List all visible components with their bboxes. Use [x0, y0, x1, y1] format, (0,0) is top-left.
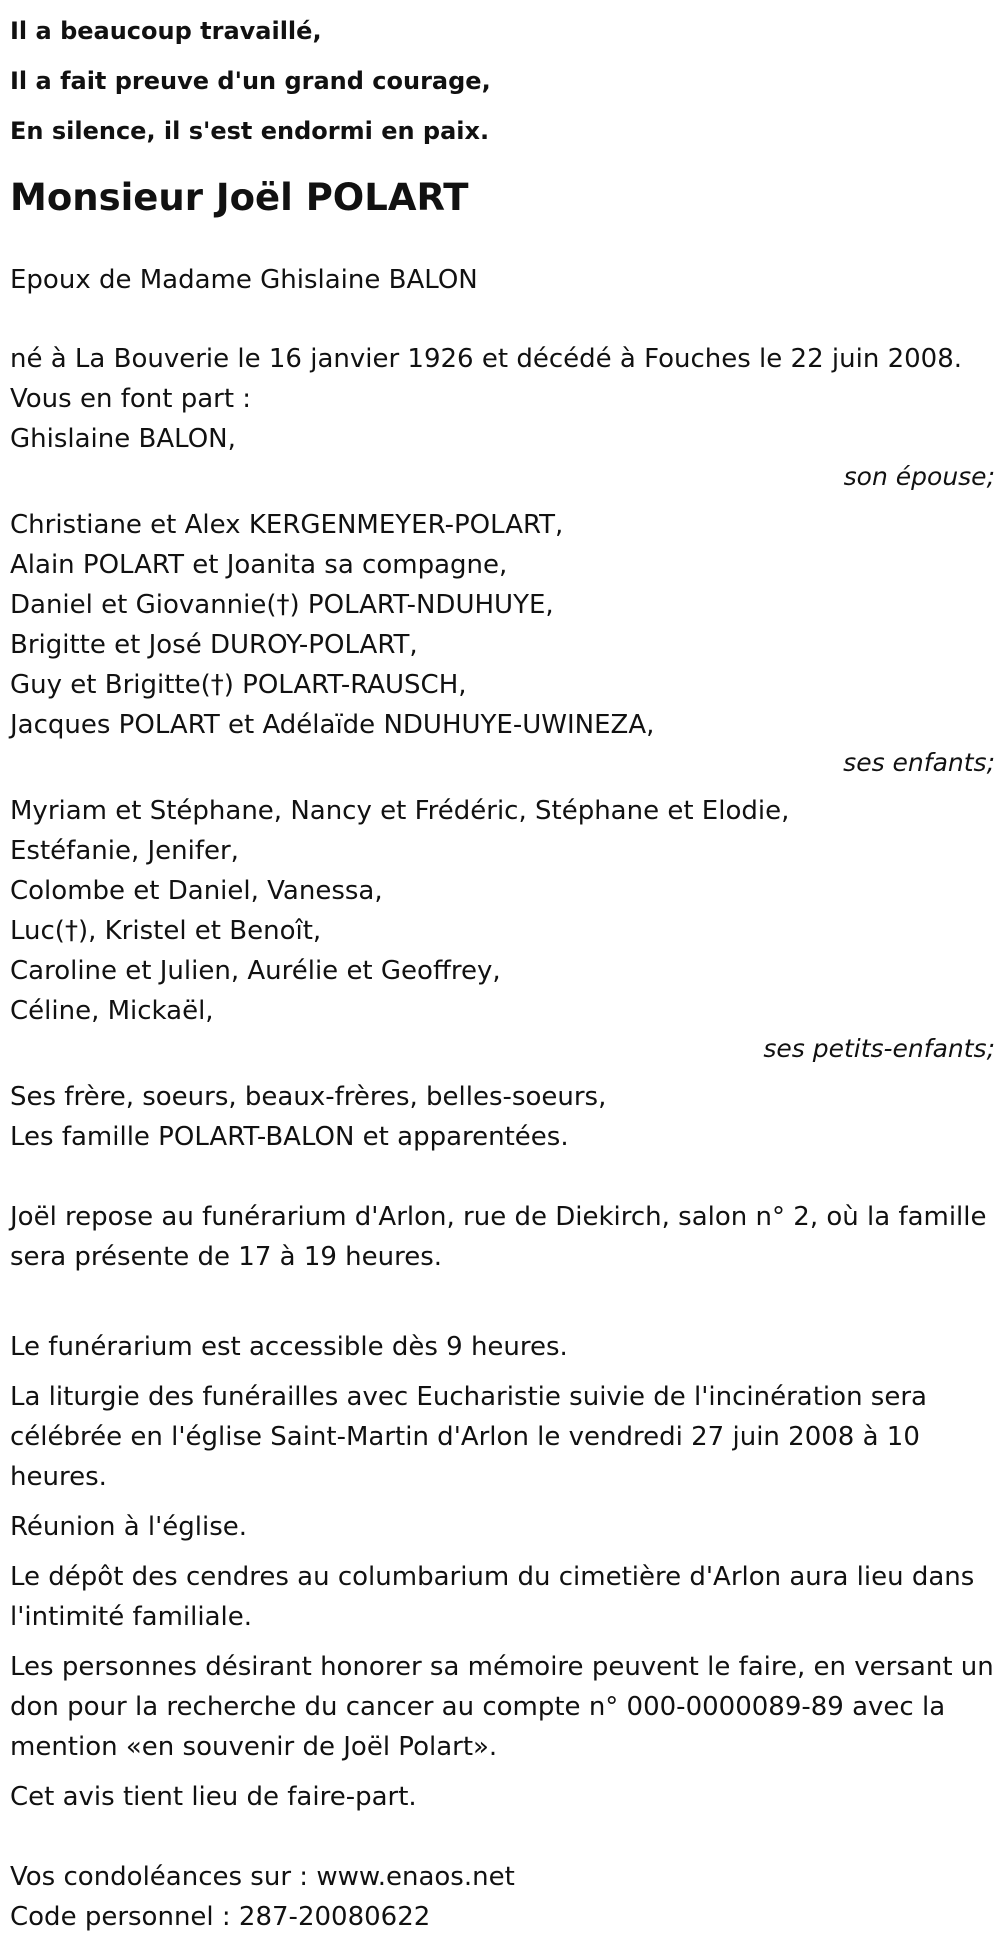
- family-name-line: Ghislaine BALON,: [10, 424, 236, 454]
- family-name-line: Jacques POLART et Adélaïde NDUHUYE-UWINEZA,: [10, 710, 655, 740]
- relation-label: son épouse;: [843, 462, 995, 491]
- access-paragraph: Le funérarium est accessible dès 9 heures.: [10, 1332, 568, 1362]
- birth-death-line: né à La Bouverie le 16 janvier 1926 et décédé à Fouches le 22 juin 2008.: [10, 344, 962, 374]
- epigraph-line: Il a fait preuve d'un grand courage,: [10, 67, 491, 95]
- notice-body: [10, 260, 995, 1937]
- relation-label: ses enfants;: [843, 748, 995, 777]
- condolences-line: Vos condoléances sur : www.enaos.net: [10, 1862, 515, 1892]
- meeting-paragraph: Réunion à l'église.: [10, 1512, 248, 1542]
- epigraph: [10, 0, 995, 156]
- epigraph-line: Il a beaucoup travaillé,: [10, 17, 322, 45]
- family-name-line: Luc(†), Kristel et Benoît,: [10, 916, 322, 946]
- family-name-line: Céline, Mickaël,: [10, 996, 214, 1026]
- announce-line: Vous en font part :: [10, 384, 252, 414]
- family-name-line: Caroline et Julien, Aurélie et Geoffrey,: [10, 956, 501, 986]
- donation-paragraph: Les personnes désirant honorer sa mémoire peuvent le faire, en versant un don pour la recherche du cancer au compte n° 000-0000089-89 avec la mention «en souvenir de Joël Polart».: [10, 1652, 994, 1762]
- relation-label: ses petits-enfants;: [763, 1034, 995, 1063]
- epigraph-line: En silence, il s'est endormi en paix.: [10, 117, 490, 145]
- family-name-line: Alain POLART et Joanita sa compagne,: [10, 550, 508, 580]
- visitation-paragraph: Joël repose au funérarium d'Arlon, rue de Diekirch, salon n° 2, où la famille sera présente de 17 à 19 heures.: [10, 1202, 987, 1272]
- liturgy-paragraph: La liturgie des funérailles avec Eucharistie suivie de l'incinération sera célébrée en l'église Saint-Martin d'Arlon le vendredi 27 juin 2008 à 10 heures.: [10, 1382, 927, 1492]
- deceased-name: Monsieur Joël POLART: [10, 176, 469, 219]
- family-name-line: Brigitte et José DUROY-POLART,: [10, 630, 418, 660]
- personal-code-line: Code personnel : 287-20080622: [10, 1902, 431, 1932]
- notice-paragraph: Cet avis tient lieu de faire-part.: [10, 1782, 417, 1812]
- grandchildren-group: [10, 791, 995, 1067]
- ashes-paragraph: Le dépôt des cendres au columbarium du cimetière d'Arlon aura lieu dans l'intimité familiale.: [10, 1562, 975, 1632]
- spouse-line: Epoux de Madame Ghislaine BALON: [10, 265, 478, 295]
- children-group: [10, 505, 995, 781]
- family-name-line: Guy et Brigitte(†) POLART-RAUSCH,: [10, 670, 467, 700]
- other-relatives: [10, 1077, 995, 1157]
- obituary-notice: [10, 0, 995, 1937]
- family-name-line: Les famille POLART-BALON et apparentées.: [10, 1122, 569, 1152]
- family-name-line: Ses frère, soeurs, beaux-frères, belles-soeurs,: [10, 1082, 607, 1112]
- family-name-line: Daniel et Giovannie(†) POLART-NDUHUYE,: [10, 590, 554, 620]
- family-name-line: Myriam et Stéphane, Nancy et Frédéric, Stéphane et Elodie,: [10, 796, 790, 826]
- family-name-line: Christiane et Alex KERGENMEYER-POLART,: [10, 510, 564, 540]
- family-name-line: Estéfanie, Jenifer,: [10, 836, 239, 866]
- spouse-group: [10, 419, 995, 495]
- family-name-line: Colombe et Daniel, Vanessa,: [10, 876, 383, 906]
